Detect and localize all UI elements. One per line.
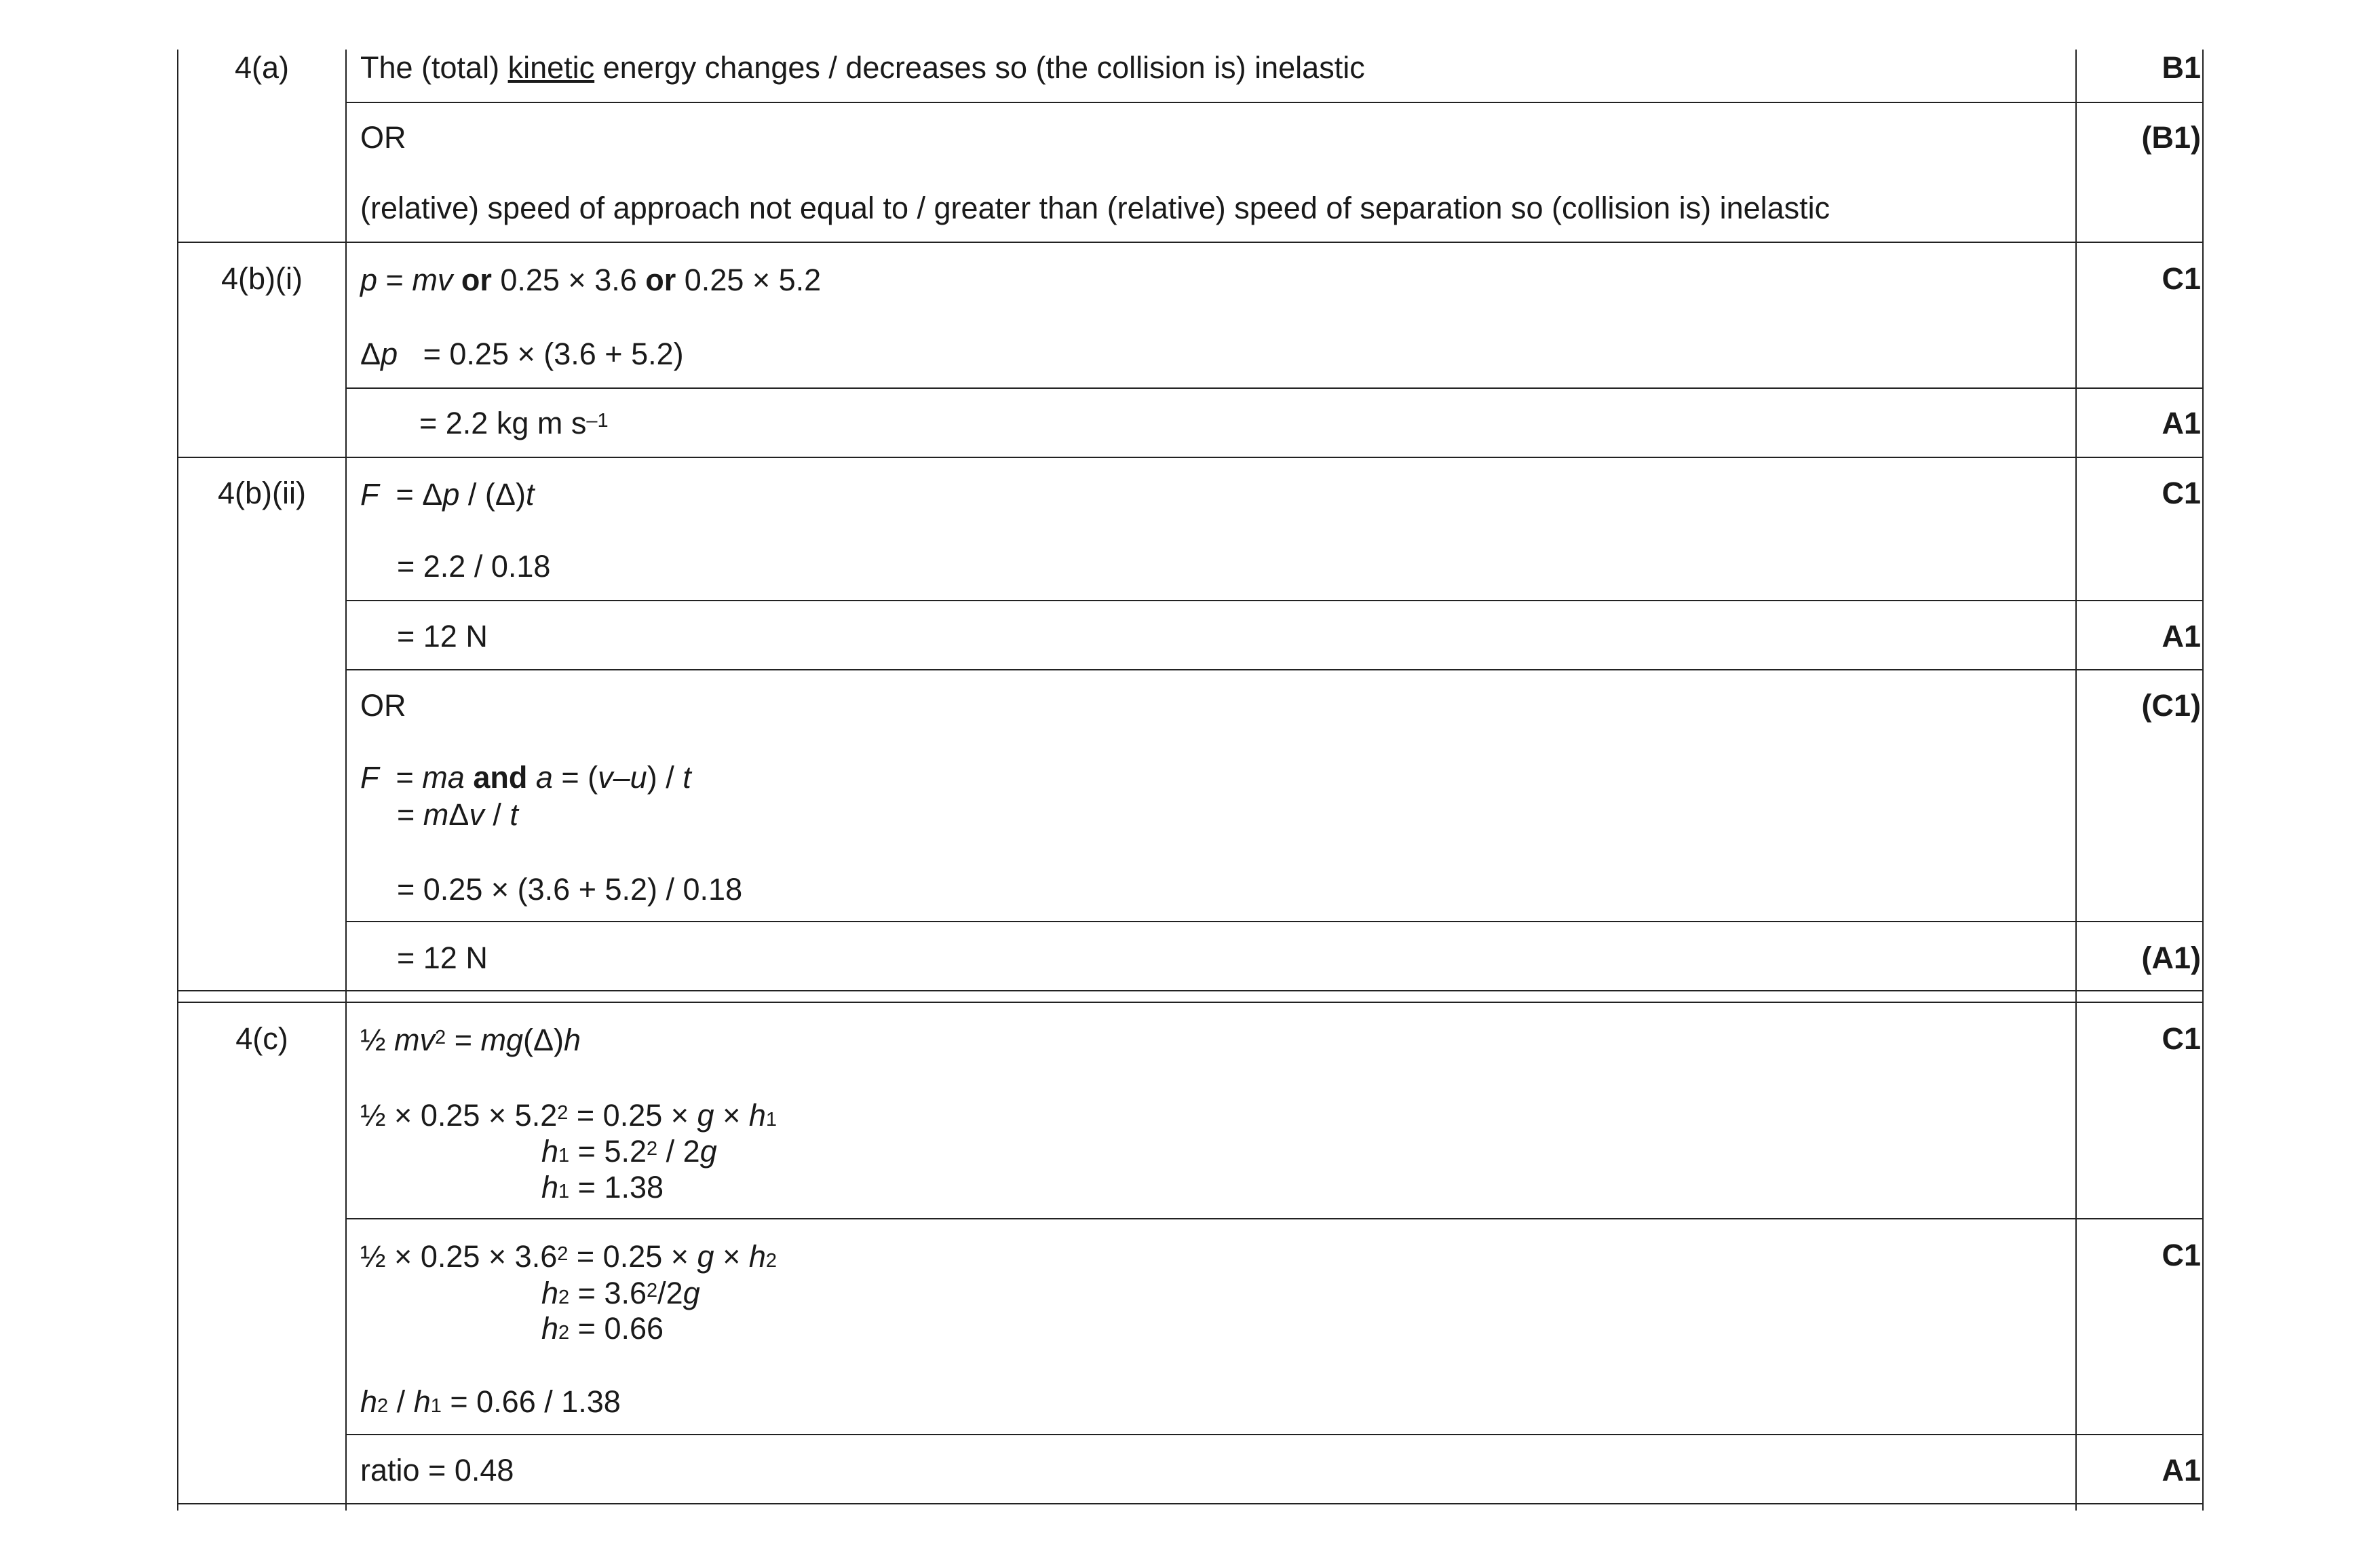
row-divider xyxy=(345,1434,2204,1435)
answer-line: = 2.2 / 0.18 xyxy=(397,549,551,584)
column-divider-question xyxy=(345,50,347,1511)
mark: (B1) xyxy=(2141,120,2201,155)
mark: C1 xyxy=(2162,1021,2201,1056)
answer-line: ratio = 0.48 xyxy=(360,1453,514,1487)
answer-line: $h_2 = 0.66$ xyxy=(541,1311,664,1346)
answer-line: ½ × $0.25 \times 5.2^2 = 0.25 \times g \times h_1$ xyxy=(360,1098,778,1133)
row-divider xyxy=(345,102,2204,103)
row-divider xyxy=(345,1218,2204,1219)
row-divider xyxy=(177,457,2204,458)
row-divider xyxy=(177,990,2204,991)
answer-line: = 0.25 × (3.6 + 5.2) / 0.18 xyxy=(397,872,743,907)
mark: C1 xyxy=(2162,1238,2201,1272)
table-border-bottom xyxy=(177,1503,2204,1504)
answer-line: $h_2 = 3.6^2/2g$ xyxy=(541,1276,700,1310)
answer-line: The (total) kinetic energy changes / decreases so (the collision is) inelastic xyxy=(360,50,1365,85)
mark: (A1) xyxy=(2141,941,2201,975)
question-number: 4(a) xyxy=(234,50,290,85)
mark: (C1) xyxy=(2141,688,2201,723)
column-divider-marks xyxy=(2075,50,2077,1511)
question-number: 4(b)(ii) xyxy=(218,476,306,510)
answer-line: F = ma and a = (v–u) / t xyxy=(360,760,691,795)
mark: C1 xyxy=(2162,261,2201,296)
answer-line: $h_1 = 1.38$ xyxy=(541,1170,664,1204)
mark: B1 xyxy=(2162,50,2201,85)
row-divider xyxy=(177,242,2204,243)
answer-line: p = mv or 0.25 × 3.6 or 0.25 × 5.2 xyxy=(360,263,822,297)
answer-line: OR xyxy=(360,688,406,723)
answer-line: = 12 N xyxy=(397,941,488,975)
row-divider xyxy=(345,921,2204,922)
mark: A1 xyxy=(2162,619,2201,653)
answer-line: ½ × $0.25 \times 3.6^2 = 0.25 \times g \times h_2$ xyxy=(360,1239,778,1274)
mark: A1 xyxy=(2162,1453,2201,1487)
mark: A1 xyxy=(2162,406,2201,440)
row-divider xyxy=(345,669,2204,670)
answer-line: = mΔv / t xyxy=(397,797,518,832)
question-number: 4(c) xyxy=(235,1021,288,1056)
answer-line: = 2.2 kg m $s^{-1}$ xyxy=(419,406,609,440)
answer-line: $h_1 = 5.2^2 / 2g$ xyxy=(541,1134,717,1169)
answer-line: = 12 N xyxy=(397,619,488,653)
answer-line: $h_2 / h_1 = 0.66 / 1.38$ xyxy=(360,1384,621,1419)
mark: C1 xyxy=(2162,476,2201,510)
answer-line: ½ $mv^2 = mg(\Delta)h$ xyxy=(360,1023,581,1057)
row-divider-double xyxy=(177,1002,2204,1003)
row-divider xyxy=(345,387,2204,389)
answer-line: (relative) speed of approach not equal to / greater than (relative) speed of separation so (collision is) inelastic xyxy=(360,191,1830,225)
question-number: 4(b)(i) xyxy=(221,261,303,296)
answer-line: OR xyxy=(360,120,406,155)
row-divider xyxy=(345,600,2204,601)
answer-line: Δp = 0.25 × (3.6 + 5.2) xyxy=(360,337,684,371)
answer-line: F = Δp / (Δ)t xyxy=(360,477,535,512)
table-border-right xyxy=(2202,50,2204,1511)
